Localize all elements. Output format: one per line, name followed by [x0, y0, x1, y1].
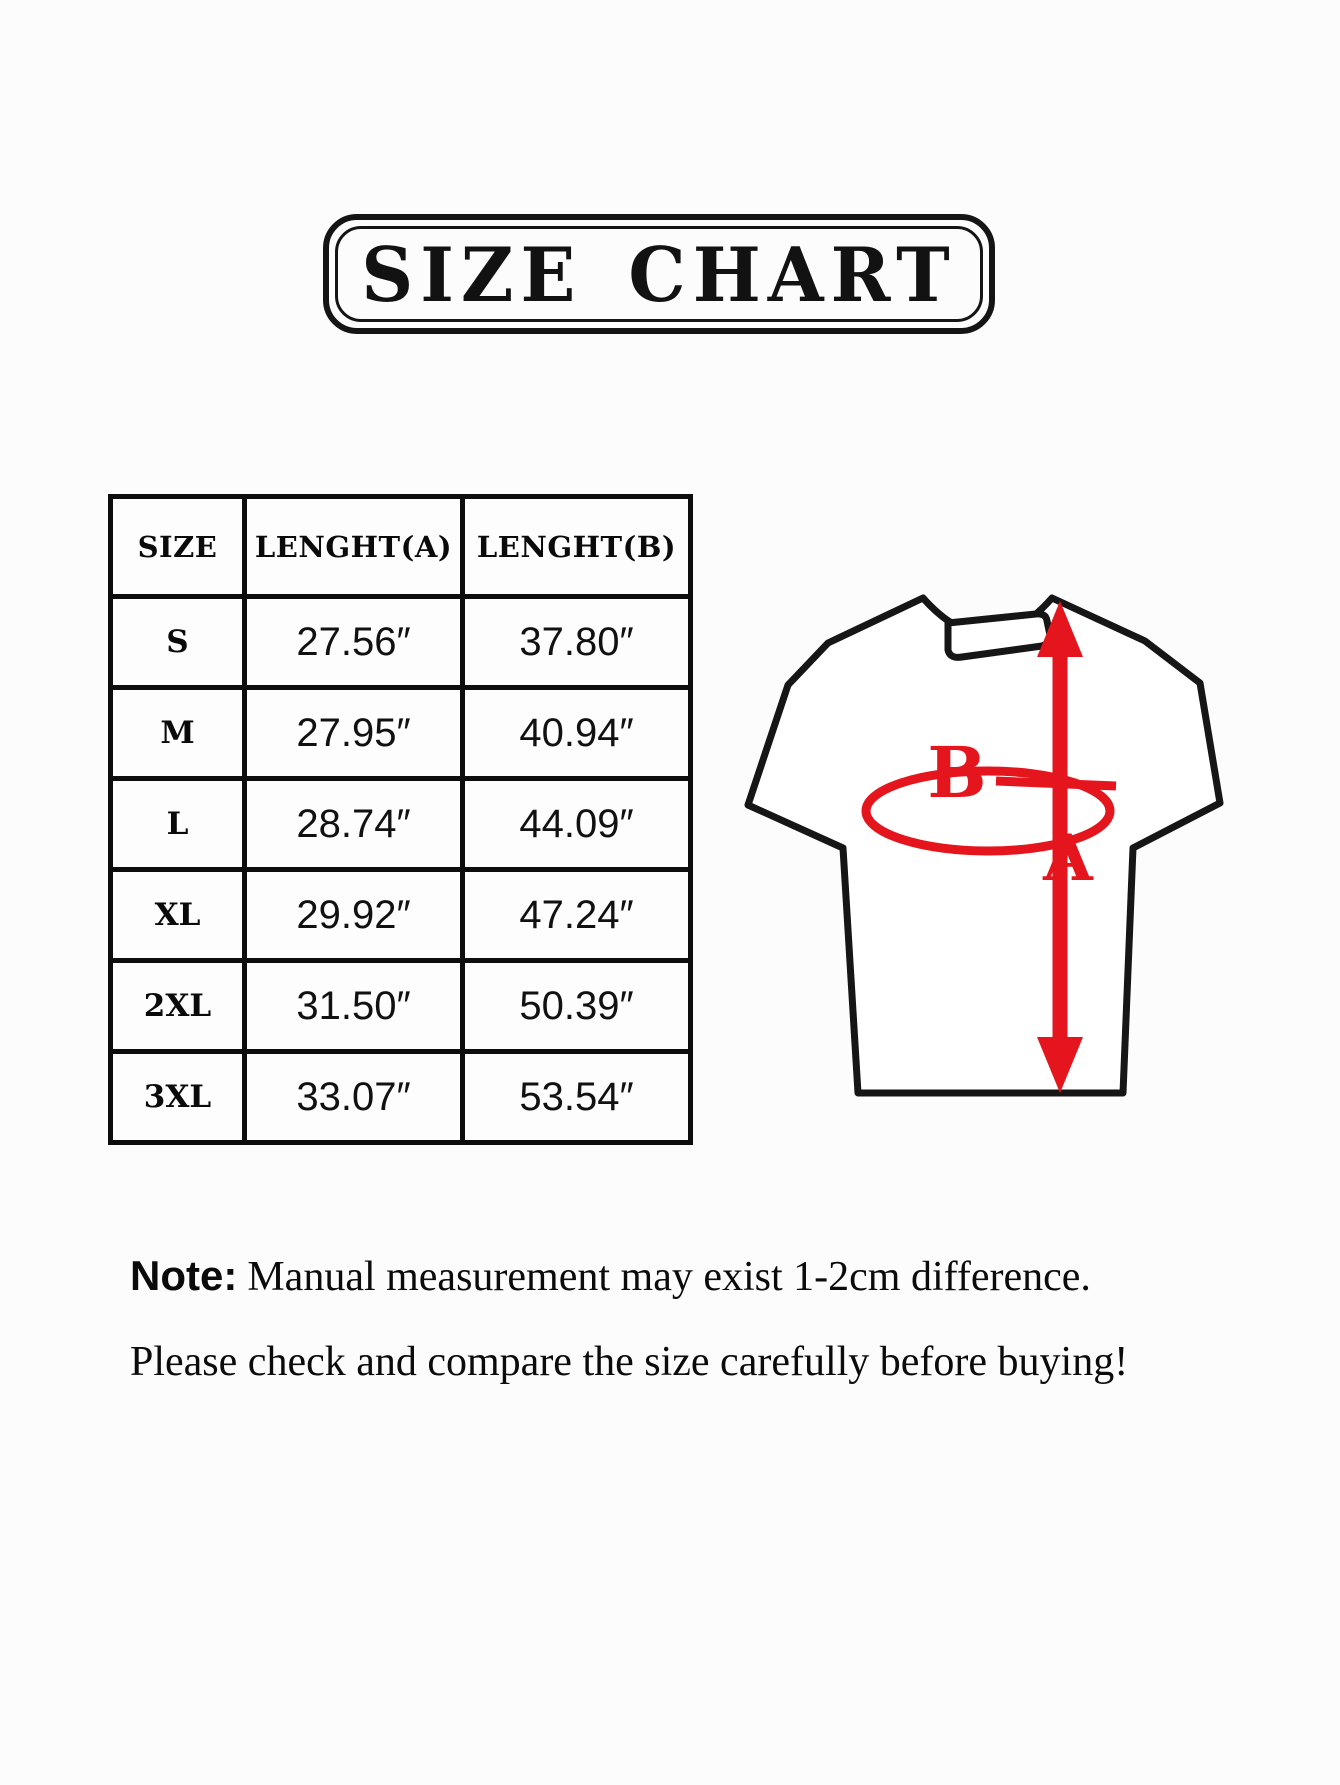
size-label: XL	[111, 870, 245, 961]
table-row	[111, 688, 691, 779]
table-row	[111, 961, 691, 1052]
table-row	[111, 1052, 691, 1143]
size-label: S	[111, 597, 245, 688]
header-row	[111, 497, 691, 597]
size-label: 3XL	[111, 1052, 245, 1143]
size-label: 2XL	[111, 961, 245, 1052]
length-b-value: 37.80″	[463, 597, 691, 688]
col-header-size: SIZE	[111, 497, 245, 597]
note-line-1	[130, 1252, 1091, 1301]
table-row	[111, 870, 691, 961]
table-row	[111, 779, 691, 870]
length-a-value: 29.92″	[245, 870, 463, 961]
size-table-header	[111, 497, 691, 597]
length-a-value: 33.07″	[245, 1052, 463, 1143]
tshirt-outline-icon	[748, 598, 1220, 1093]
size-chart-title-box	[323, 214, 995, 334]
length-b-value: 50.39″	[463, 961, 691, 1052]
tshirt-measurement-diagram	[700, 553, 1245, 1121]
page-title: SIZE CHART	[361, 229, 957, 319]
length-b-value: 53.54″	[463, 1052, 691, 1143]
col-header-length-b: LENGHT(B)	[463, 497, 691, 597]
table-row	[111, 597, 691, 688]
note-line-2: Please check and compare the size carefully before buying!	[130, 1339, 1129, 1385]
length-b-value: 40.94″	[463, 688, 691, 779]
measure-label-a: A	[1043, 821, 1093, 896]
length-a-value: 28.74″	[245, 779, 463, 870]
length-b-value: 44.09″	[463, 779, 691, 870]
col-header-length-a: LENGHT(A)	[245, 497, 463, 597]
size-label: L	[111, 779, 245, 870]
length-b-value: 47.24″	[463, 870, 691, 961]
measure-label-b: B	[927, 731, 987, 814]
size-label: M	[111, 688, 245, 779]
length-a-value: 31.50″	[245, 961, 463, 1052]
length-a-value: 27.95″	[245, 688, 463, 779]
size-table	[108, 494, 693, 1145]
length-a-value: 27.56″	[245, 597, 463, 688]
note-label: Note:	[130, 1252, 238, 1299]
note-text: Manual measurement may exist 1-2cm difference.	[247, 1254, 1091, 1300]
